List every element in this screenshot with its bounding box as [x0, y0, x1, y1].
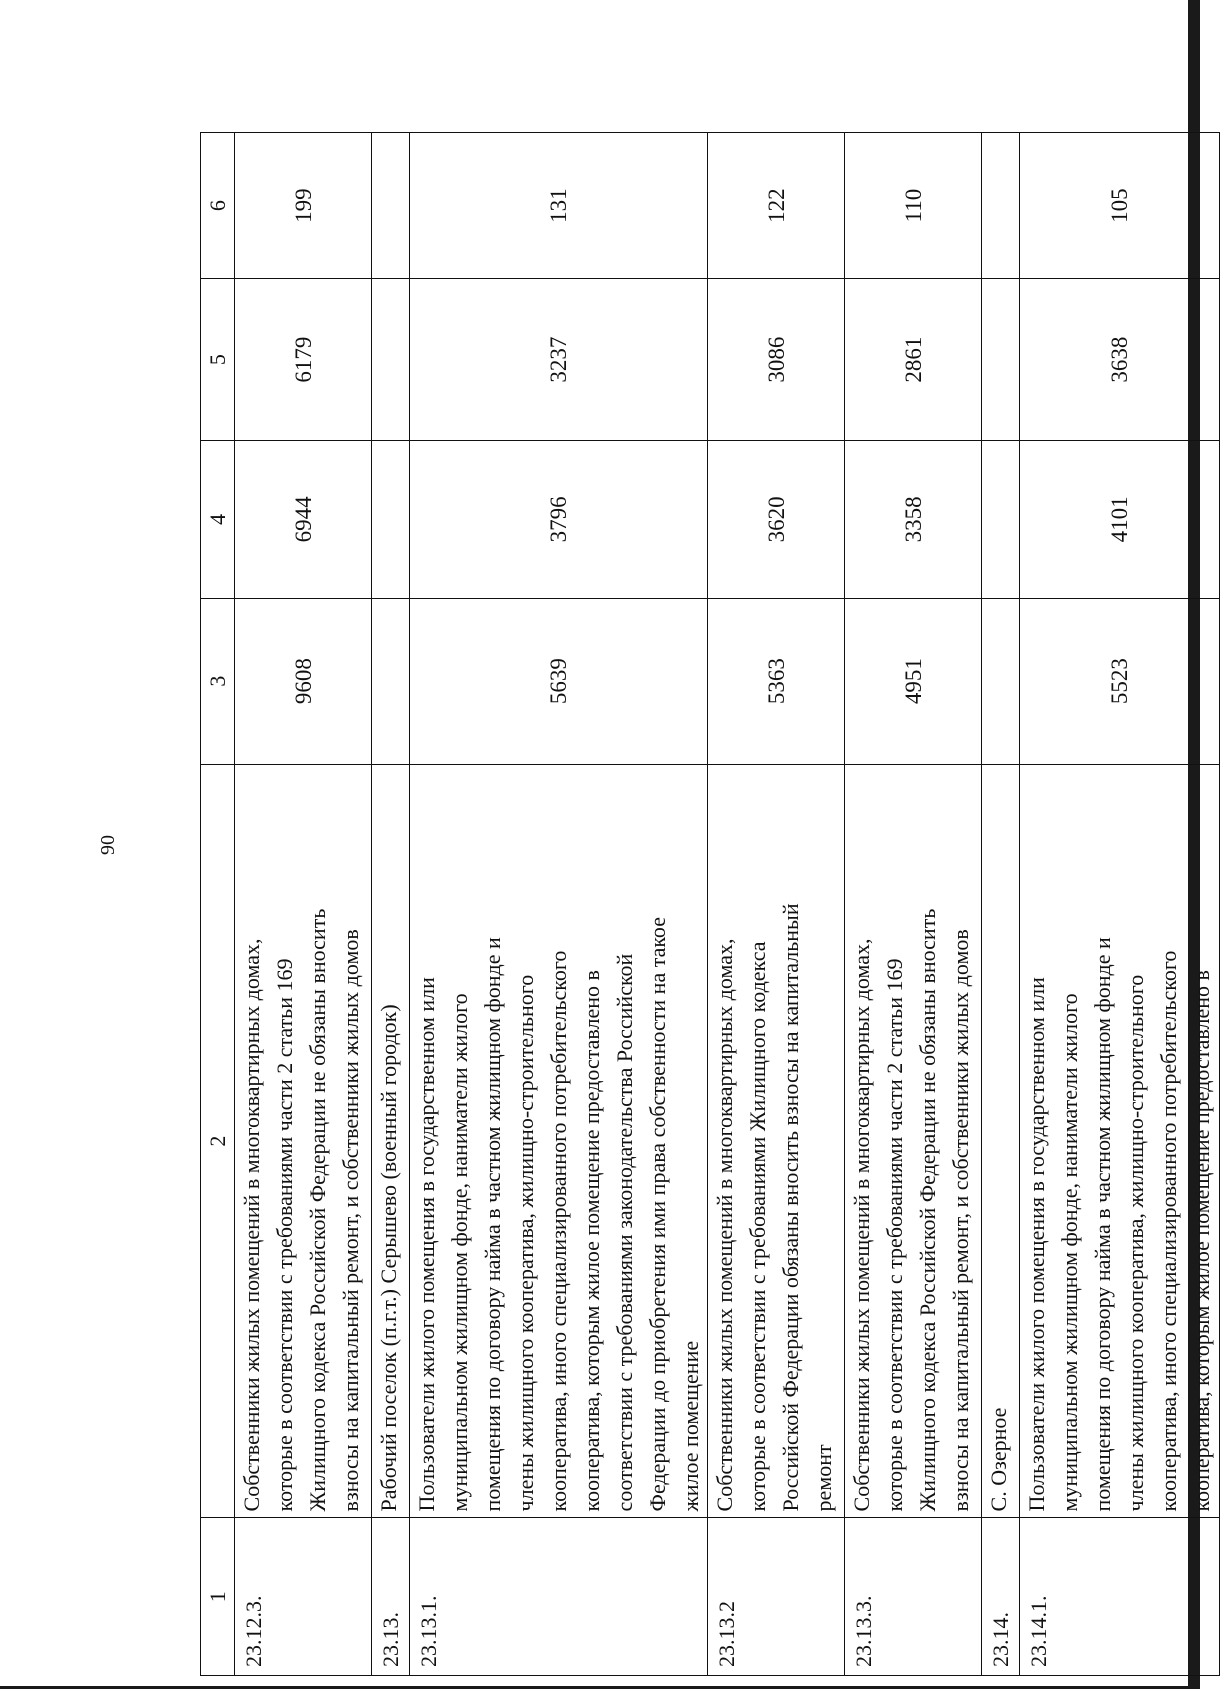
description-line: помещения по договору найма в частном жилищном фонде и — [1090, 937, 1115, 1512]
row-description-cell — [372, 764, 410, 1518]
header-cell-2: 2 — [201, 764, 235, 1518]
row-code-cell: 23.14.1. — [1020, 1518, 1220, 1676]
value-cell-c6 — [982, 133, 1020, 279]
row-code-cell: 23.13.3. — [845, 1518, 982, 1676]
description-line: Российской Федерации обязаны вносить взносы на капитальный — [778, 903, 803, 1512]
description-line: Собственники жилых помещений в многоквартирных домах, — [239, 938, 264, 1512]
row-code-cell: 23.13. — [372, 1518, 410, 1676]
value-cell-c3: 5363 — [708, 598, 845, 764]
description-line: которые в соответствии с требованиями части 2 статьи 169 — [272, 958, 297, 1512]
row-description-cell — [982, 764, 1020, 1518]
value-cell-c4 — [982, 441, 1020, 599]
description-line: С. Озерное — [986, 1407, 1011, 1512]
value-cell-c3 — [982, 598, 1020, 764]
description-line: члены жилищного кооператива, жилищно-строительного — [513, 974, 538, 1512]
row-code-cell: 23.12.3. — [235, 1518, 372, 1676]
value-cell-c3: 5639 — [410, 598, 708, 764]
value-cell-c5 — [372, 279, 410, 441]
description-line: взносы на капитальный ремонт, и собственники жилых домов — [948, 929, 973, 1512]
row-code-cell: 23.13.2 — [708, 1518, 845, 1676]
value-cell-c6: 110 — [845, 133, 982, 279]
description-line: муниципальном жилищном фонде, наниматели жилого — [1057, 993, 1082, 1512]
row-code-cell: 23.13.1. — [410, 1518, 708, 1676]
tariff-table — [200, 132, 1220, 1676]
value-cell-c3 — [372, 598, 410, 764]
description-line: Собственники жилых помещений в многоквартирных домах, — [712, 938, 737, 1512]
page-number: 90 — [97, 835, 119, 855]
value-cell-c4: 6944 — [235, 441, 372, 599]
row-description-cell — [708, 764, 845, 1518]
value-cell-c6: 122 — [708, 133, 845, 279]
value-cell-c4: 3620 — [708, 441, 845, 599]
description-line: кооператива, иного специализированного потребительского — [1156, 950, 1181, 1512]
description-line: Собственники жилых помещений в многоквартирных домах, — [849, 938, 874, 1512]
table-row — [372, 133, 410, 1676]
header-cell-5: 5 — [201, 279, 235, 441]
value-cell-c3: 5523 — [1020, 598, 1220, 764]
table-row — [845, 133, 982, 1676]
description-line: кооператива, которым жилое помещение предоставлено в — [1189, 970, 1214, 1512]
header-cell-6: 6 — [201, 133, 235, 279]
row-code-cell: 23.14. — [982, 1518, 1020, 1676]
description-line: кооператива, иного специализированного потребительского — [546, 950, 571, 1512]
tariff-table-rotated — [200, 132, 1214, 1676]
description-line: ремонт — [811, 1444, 836, 1512]
description-line: жилое помещение — [678, 1340, 703, 1512]
header-cell-3: 3 — [201, 598, 235, 764]
table-row — [235, 133, 372, 1676]
description-line: Пользователи жилого помещения в государственном или — [414, 977, 439, 1512]
description-line: которые в соответствии с требованиями Жилищного кодекса — [745, 941, 770, 1512]
value-cell-c3: 9608 — [235, 598, 372, 764]
value-cell-c4 — [372, 441, 410, 599]
row-description-cell — [1020, 764, 1220, 1518]
value-cell-c5 — [982, 279, 1020, 441]
description-line: Жилищного кодекса Российской Федерации не обязаны вносить — [915, 908, 940, 1512]
header-row — [201, 133, 235, 1676]
header-cell-1: 1 — [201, 1518, 235, 1676]
description-line: муниципальном жилищном фонде, наниматели жилого — [447, 993, 472, 1512]
description-line: взносы на капитальный ремонт, и собственники жилых домов — [338, 929, 363, 1512]
value-cell-c6: 199 — [235, 133, 372, 279]
row-description-cell — [410, 764, 708, 1518]
table-row — [708, 133, 845, 1676]
value-cell-c5: 2861 — [845, 279, 982, 441]
value-cell-c5: 3638 — [1020, 279, 1220, 441]
table-row — [410, 133, 708, 1676]
value-cell-c4: 3358 — [845, 441, 982, 599]
description-line: соответствии с требованиями законодательства Российской — [612, 953, 637, 1512]
description-line: Пользователи жилого помещения в государственном или — [1024, 977, 1049, 1512]
value-cell-c6 — [372, 133, 410, 279]
table-row — [1020, 133, 1220, 1676]
value-cell-c5: 3086 — [708, 279, 845, 441]
description-line: помещения по договору найма в частном жилищном фонде и — [480, 937, 505, 1512]
value-cell-c3: 4951 — [845, 598, 982, 764]
table-body — [201, 133, 1220, 1676]
value-cell-c6: 105 — [1020, 133, 1220, 279]
description-line: кооператива, которым жилое помещение предоставлено в — [579, 970, 604, 1512]
value-cell-c6: 131 — [410, 133, 708, 279]
value-cell-c5: 6179 — [235, 279, 372, 441]
description-line: Федерации до приобретения ими права собственности на такое — [645, 917, 670, 1512]
description-line: которые в соответствии с требованиями части 2 статьи 169 — [882, 958, 907, 1512]
table-rotator — [200, 132, 1214, 1676]
row-description-cell — [845, 764, 982, 1518]
description-line: Рабочий поселок (п.г.т.) Серышево (военный городок) — [376, 1004, 401, 1512]
value-cell-c4: 4101 — [1020, 441, 1220, 599]
header-cell-4: 4 — [201, 441, 235, 599]
table-row — [982, 133, 1020, 1676]
description-line: члены жилищного кооператива, жилищно-строительного — [1123, 974, 1148, 1512]
value-cell-c4: 3796 — [410, 441, 708, 599]
row-description-cell — [235, 764, 372, 1518]
value-cell-c5: 3237 — [410, 279, 708, 441]
description-line: Жилищного кодекса Российской Федерации не обязаны вносить — [305, 908, 330, 1512]
